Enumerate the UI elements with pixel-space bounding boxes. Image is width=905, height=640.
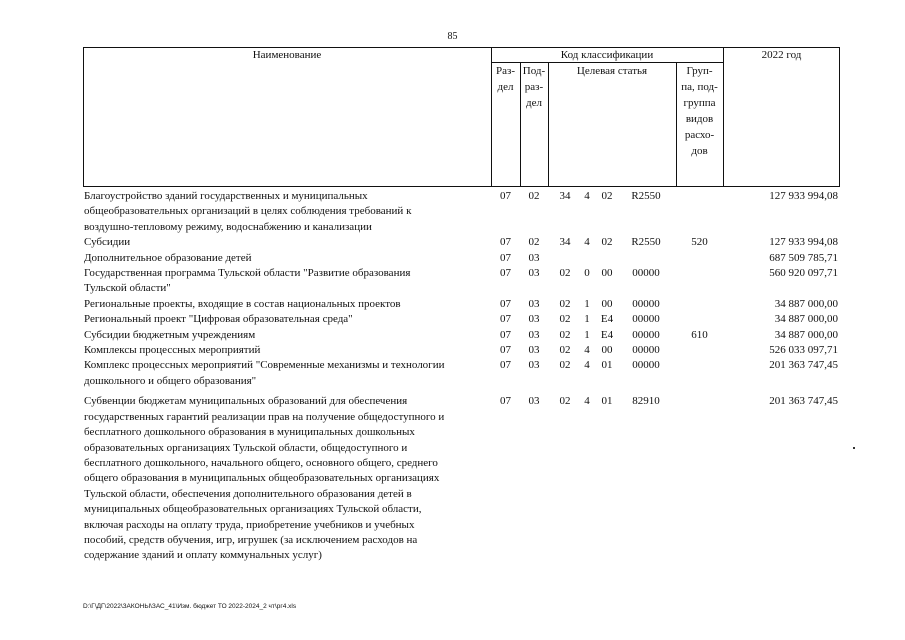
file-path-footer: D:\Г\ДГ\2022\ЗАКОНЫ\ЗАС_41\Изм. бюджет ТО 2022-2024_2 чт\рг4.xls — [83, 603, 297, 610]
row-name — [83, 297, 494, 312]
cell-cs4: R2550 — [631, 236, 661, 249]
row-name-line: дошкольного и общего образования" — [84, 374, 257, 387]
cell-cs3: 01 — [601, 395, 613, 408]
cell-amount: 34 887 000,00 — [774, 297, 838, 310]
table-row — [83, 343, 840, 358]
table-row — [83, 358, 840, 389]
cell-cs2: 1 — [584, 313, 590, 326]
header-section: Раз- дел — [495, 65, 515, 93]
table-row — [83, 297, 840, 312]
cell-podrazdel: 03 — [528, 395, 540, 408]
row-name-line: Комплекс процессных мероприятий "Современные механизмы и технологии — [84, 359, 445, 372]
cell-razdel: 07 — [500, 236, 511, 249]
table-row — [83, 189, 840, 235]
row-name-line: муниципальных общеобразовательных организациях Тульской области, — [84, 503, 422, 516]
table-header — [83, 47, 840, 187]
row-name-line: государственных гарантий реализации прав на получение общедоступного и — [84, 410, 445, 423]
cell-podrazdel: 03 — [528, 251, 540, 264]
stray-mark — [853, 447, 855, 449]
header-bottom-line — [83, 186, 840, 187]
cell-cs3: E4 — [600, 328, 614, 341]
cell-cs1: 34 — [559, 236, 571, 249]
row-name — [83, 189, 494, 235]
cell-cs4: 00000 — [632, 328, 660, 341]
cell-cs2: 1 — [584, 328, 590, 341]
cell-cs1: 34 — [559, 190, 571, 202]
cell-cs1: 02 — [559, 297, 571, 310]
header-left-line — [83, 47, 84, 187]
table-row — [83, 328, 840, 343]
row-name-line: содержание зданий и оплату коммунальных услуг) — [84, 549, 322, 562]
cell-cs1: 02 — [559, 395, 571, 408]
cell-razdel: 07 — [500, 251, 511, 264]
row-name-line: Тульской области" — [84, 282, 171, 295]
cell-cs3: 02 — [601, 190, 613, 202]
cell-cs2: 4 — [584, 190, 590, 202]
cell-razdel: 07 — [500, 328, 511, 341]
cell-cs3: 00 — [601, 267, 613, 280]
header-code-group: Код классификации — [560, 49, 654, 61]
row-name-line: Дополнительное образование детей — [84, 251, 252, 264]
row-name — [83, 235, 494, 250]
cell-cs3: 00 — [601, 297, 613, 310]
cell-podrazdel: 03 — [528, 328, 540, 341]
cell-podrazdel: 03 — [528, 313, 540, 326]
header-divider — [723, 47, 724, 187]
cell-podrazdel: 03 — [528, 267, 540, 280]
cell-cs3: 02 — [601, 236, 613, 249]
cell-cs4: 00000 — [632, 267, 660, 280]
cell-cs2: 0 — [584, 267, 590, 280]
header-right-line — [839, 47, 840, 187]
cell-amount: 560 920 097,71 — [769, 267, 838, 280]
cell-podrazdel: 03 — [528, 359, 540, 372]
cell-cs2: 1 — [584, 297, 590, 310]
cell-cs3: E4 — [600, 313, 614, 326]
table-row — [83, 312, 840, 327]
cell-cs4: 82910 — [632, 395, 660, 408]
cell-cs1: 02 — [559, 313, 571, 326]
row-name-line: общего образования в муниципальных общеобразовательных организациях — [84, 472, 440, 485]
cell-razdel: 07 — [500, 344, 511, 357]
cell-amount: 34 887 000,00 — [774, 328, 838, 341]
cell-cs2: 4 — [584, 236, 590, 249]
cell-podrazdel: 03 — [528, 344, 540, 357]
cell-amount: 127 933 994,08 — [769, 190, 838, 202]
header-subsection: Под- раз- дел — [522, 65, 546, 109]
row-name — [83, 358, 494, 389]
cell-cs4: 00000 — [632, 297, 660, 310]
row-name-line: Субвенции бюджетам муниципальных образований для обеспечения — [84, 395, 408, 408]
cell-cs1: 02 — [559, 359, 571, 372]
cell-cs4: R2550 — [631, 190, 661, 202]
cell-cs2: 4 — [584, 395, 590, 408]
cell-amount: 201 363 747,45 — [769, 359, 838, 372]
cell-amount: 687 509 785,71 — [769, 251, 838, 264]
table-row — [83, 394, 840, 563]
row-name-line: бесплатного дошкольного образования в муниципальных дошкольных — [84, 426, 415, 439]
row-name-line: Субсидии бюджетным учреждениям — [84, 328, 256, 341]
row-name — [83, 312, 494, 327]
header-name: Наименование — [252, 49, 322, 61]
row-name-line: пособий, средств обучения, игр, игрушек (за исключением расходов на — [84, 533, 418, 546]
cell-cs1: 02 — [559, 267, 571, 280]
table-row — [83, 235, 840, 250]
cell-cs2: 4 — [584, 344, 590, 357]
cell-cs1: 02 — [559, 344, 571, 357]
cell-cs1: 02 — [559, 328, 571, 341]
table-row — [83, 266, 840, 297]
cell-cs2: 4 — [584, 359, 590, 372]
table-row — [83, 251, 840, 266]
cell-razdel: 07 — [500, 313, 511, 326]
row-name-line: Тульской области, обеспечения дополнительного образования детей в — [84, 487, 412, 500]
row-name — [83, 394, 494, 563]
row-name — [83, 328, 494, 343]
cell-amount: 127 933 994,08 — [769, 236, 838, 249]
cell-cs3: 00 — [601, 344, 613, 357]
cell-razdel: 07 — [500, 395, 511, 408]
row-name-line: Комплексы процессных мероприятий — [84, 344, 261, 357]
cell-cs4: 00000 — [632, 344, 660, 357]
cell-razdel: 07 — [500, 359, 511, 372]
row-name-line: Благоустройство зданий государственных и муниципальных — [84, 190, 368, 202]
header-year: 2022 год — [761, 49, 802, 61]
row-name — [83, 266, 494, 297]
cell-cs4: 00000 — [632, 313, 660, 326]
row-name-line: образовательных организациях Тульской области, общедоступного и — [84, 441, 408, 454]
cell-amount: 201 363 747,45 — [769, 395, 838, 408]
page-number: 85 — [447, 31, 458, 42]
cell-podrazdel: 02 — [528, 190, 540, 202]
table-body — [83, 189, 840, 564]
row-name-line: бесплатного дошкольного, начального общего, основного общего, среднего — [84, 456, 438, 469]
cell-vr: 520 — [691, 236, 708, 249]
cell-razdel: 07 — [500, 190, 511, 202]
cell-amount: 526 033 097,71 — [769, 344, 838, 357]
header-target-article: Целевая статья — [576, 65, 648, 77]
row-name — [83, 251, 494, 266]
row-name-line: Региональный проект "Цифровая образовательная среда" — [84, 313, 353, 326]
header-expense-group: Груп- па, под- группа видов расхо- дов — [681, 65, 718, 157]
cell-podrazdel: 02 — [528, 236, 540, 249]
row-name-line: Государственная программа Тульской области "Развитие образования — [84, 267, 411, 280]
row-name-line: воздушно-тепловому режиму, водоснабжению и канализации — [84, 220, 372, 233]
cell-amount: 34 887 000,00 — [774, 313, 838, 326]
row-name-line: включая расходы на оплату труда, приобретение учебников и учебных — [84, 518, 415, 531]
cell-cs4: 00000 — [632, 359, 660, 372]
row-name-line: общеобразовательных организаций в целях соблюдения требований к — [84, 205, 412, 218]
row-name — [83, 343, 494, 358]
row-name-line: Субсидии — [84, 236, 131, 249]
header-divider — [548, 62, 549, 187]
cell-podrazdel: 03 — [528, 297, 540, 310]
cell-razdel: 07 — [500, 297, 511, 310]
cell-vr: 610 — [691, 328, 708, 341]
cell-cs3: 01 — [601, 359, 613, 372]
row-name-line: Региональные проекты, входящие в состав национальных проектов — [84, 297, 401, 310]
cell-razdel: 07 — [500, 267, 511, 280]
